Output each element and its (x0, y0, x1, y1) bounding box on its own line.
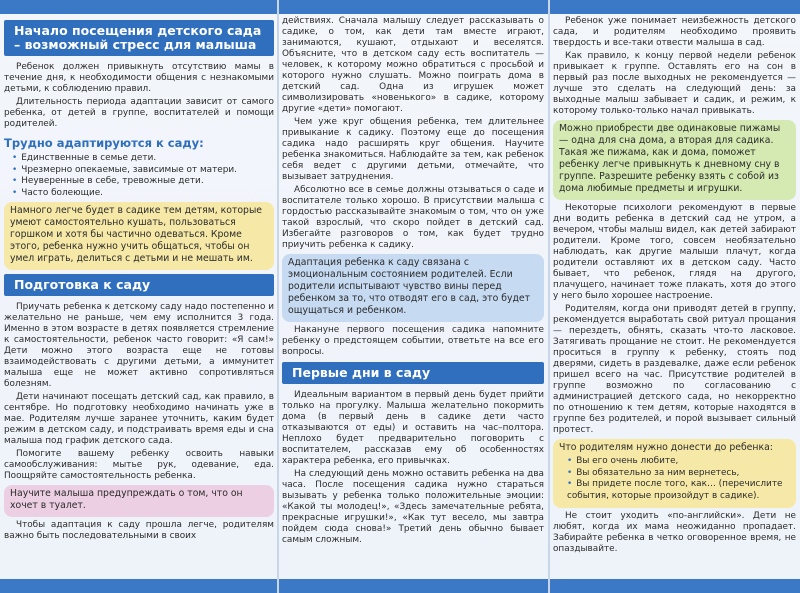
highlight-text: Можно приобрести две одинаковые пижамы — одна для сна дома, а вторая для садика. Такая же пижама, как и дома, поможет ребенку легче привыкнуть к дневному сну в группе. Разрешите ребенку взять с собой из дома любимые предметы и игрушки. (559, 123, 781, 194)
column-1 (4, 16, 274, 582)
paragraph: Ребенок должен привыкнуть отсутствию мамы в течение дня, к необходимости общения с незнакомыми детьми, к соблюдению правил. (4, 62, 274, 94)
list-item: • Чрезмерно опекаемые, зависимые от матери. (12, 165, 274, 177)
highlight-note (4, 202, 274, 270)
highlight-note (282, 254, 544, 322)
list-item: • Неуверенные в себе, тревожные дети. (12, 176, 274, 188)
section-title: Подготовка к саду (4, 274, 274, 296)
paragraph: Чтобы адаптация к саду прошла легче, родителям важно быть последовательными в своих (4, 520, 274, 541)
fold-line (277, 0, 279, 593)
paragraph: действиях. Сначала малышу следует рассказывать о садике, о том, как дети там вместе играют, занимаются, кушают, отдыхают и веселятся. Объясните, что в детском саду есть воспитатель — человек, к которому можно обратиться с просьбой и которого нужно слушать. Можно поиграть дома в детский сад. Одна из игрушек может символизировать «новенького» в садике, которому другие «дети» помогают. (282, 16, 544, 114)
highlight-text: Адаптация ребенка к саду связана с эмоциональным состоянием родителей. Если родители испытывают чувство вины перед ребенком за то, что отводят его в сад, это будет ощущаться и ребенком. (288, 257, 531, 316)
paragraph: На следующий день можно оставить ребенка на два часа. После посещения садика нужно стараться вызывать у ребенка только положительные эмоции: «Какой ты молодец!», «Здесь замечательные ребята, прекрасные игрушки!», «Как тут весело, мы завтра пойдем сюда снова!» Третий день обычно бывает самым сложным. (282, 469, 544, 545)
subheading: Трудно адаптируются к саду: (4, 136, 204, 150)
column-3 (553, 16, 796, 582)
section-title: Первые дни в саду (282, 362, 544, 384)
highlight-text: Намного легче будет в садике тем детям, которые умеют самостоятельно кушать, пользоваться горшком и хотя бы частично одеваться. Кроме этого, ребенка нужно учить общаться, чтобы он умел играть, делиться с детьми и не мешать им. (10, 205, 263, 264)
highlight-note (553, 439, 796, 508)
list-item: • Единственные в семье дети. (12, 153, 274, 165)
list-item: • Часто болеющие. (12, 188, 274, 200)
highlight-text: Научите малыша предупреждать о том, что он хочет в туалет. (10, 488, 243, 511)
list-item: • Вы придете после того, как… (перечислите события, которые произойдут в садике). (567, 479, 790, 502)
paragraph: Родителям, когда они приводят детей в группу, рекомендуется выработать свой ритуал прощания — перездеть, обнять, сказать что-то ласковое. Затягивать прощание не стоит. Не рекомендуется проситься в группу к ребенку, стоять под дверями, сидеть в раздевалке, даже если ребенок пришел всего на час. Присутствие родителей в группе возможно по согласованию с администрацией детского сада, но некорректно по отношению к тем детям, которые находятся в группе без родителей, и порой вызывает сильный протест. (553, 304, 796, 435)
paragraph: Некоторые психологи рекомендуют в первые дни водить ребенка в детский сад не утром, а вечером, чтобы малыш видел, как детей забирают родители. Кроме того, совсем необязательно наблюдать, как другие малыши плачут, когда родители оставляют их в детском саду. Часто бывает, что ребенок, глядя на другого, плачущего, начинает тоже плакать, хотя до этого у него было хорошее настроение. (553, 203, 796, 301)
highlight-title: Что родителям нужно донести до ребенка: (559, 442, 773, 453)
bullet-list (559, 456, 790, 502)
list-item: • Вы его очень любите, (567, 456, 790, 468)
highlight-note (553, 120, 796, 200)
list-item: • Вы обязательно за ним вернетесь, (567, 468, 790, 480)
paragraph: Как правило, к концу первой недели ребенок привыкает к группе. Оставлять его на сон в первый раз после выходных не рекомендуется — лучше это сделать на следующий день: за выходные малыш забывает и садик, и режим, к которому только-только начал привыкать. (553, 51, 796, 116)
highlight-note (4, 485, 274, 517)
paragraph: Длительность периода адаптации зависит от самого ребенка, от детей в группе, воспитателей и помощи родителей. (4, 97, 274, 129)
section-title: Начало посещения детского сада – возможный стресс для малыша (4, 20, 274, 56)
paragraph: Накануне первого посещения садика напомните ребенку о предстоящем событии, ответьте на все его вопросы. (282, 325, 544, 357)
fold-line (548, 0, 550, 593)
paragraph: Дети начинают посещать детский сад, как правило, в сентябре. Но подготовку необходимо начинать уже в мае. Родителям лучше заранее уточнить, каким будет режим в детском саду, и подстраивать время еды и сна малыша под график детского сада. (4, 392, 274, 446)
paragraph: Не стоит уходить «по-английски». Дети не любят, когда их мама неожиданно пропадает. Забирайте ребенка в четко оговоренное время, не опаздывайте. (553, 511, 796, 554)
paragraph: Приучать ребенка к детскому саду надо постепенно и желательно не раньше, чем ему исполнится 3 года. Именно в этом возрасте в детях появляется стремление к самостоятельности, ребенок часто говорит: «Я сам!» Дети можно этого возраста еще не готовы взаимодействовать с другими детьми, а иммунитет малыша еще не может активно сопротивляться болезням. (4, 302, 274, 389)
paragraph: Ребенок уже понимает неизбежность детского сада, и родителям необходимо проявить твердость и все-таки отвести малыша в сад. (553, 16, 796, 48)
column-2 (282, 16, 544, 582)
paragraph: Помогите вашему ребенку освоить навыки самообслуживания: мытье рук, одевание, еда. Поощряйте самостоятельность ребенка. (4, 449, 274, 481)
bullet-list (4, 153, 274, 199)
paragraph: Чем уже круг общения ребенка, тем длительнее привыкание к садику. Поэтому еще до посещения садика надо расширять круг общения. Научите ребенка знакомиться. Наблюдайте за тем, как ребенок себя ведет с другими детьми, отмечайте, что вызывает затруднения. (282, 117, 544, 182)
paragraph: Идеальным вариантом в первый день будет прийти только на прогулку. Малыша желательно покормить дома (в первый день в садике дети часто отказываются от еды) и оставить на час–полтора. Неплохо будет предварительно поговорить с воспитателем, рассказав ему об особенностях характера ребенка, его привычках. (282, 390, 544, 466)
top-band (0, 0, 800, 14)
paragraph: Абсолютно все в семье должны отзываться о саде и воспитателе только хорошо. В присутствии малыша с гордостью рассказывайте знакомым о том, что он уже такой взрослый, что скоро пойдет в детский сад. Избегайте разговоров о том, как будет трудно приучить ребенка к садику. (282, 185, 544, 250)
